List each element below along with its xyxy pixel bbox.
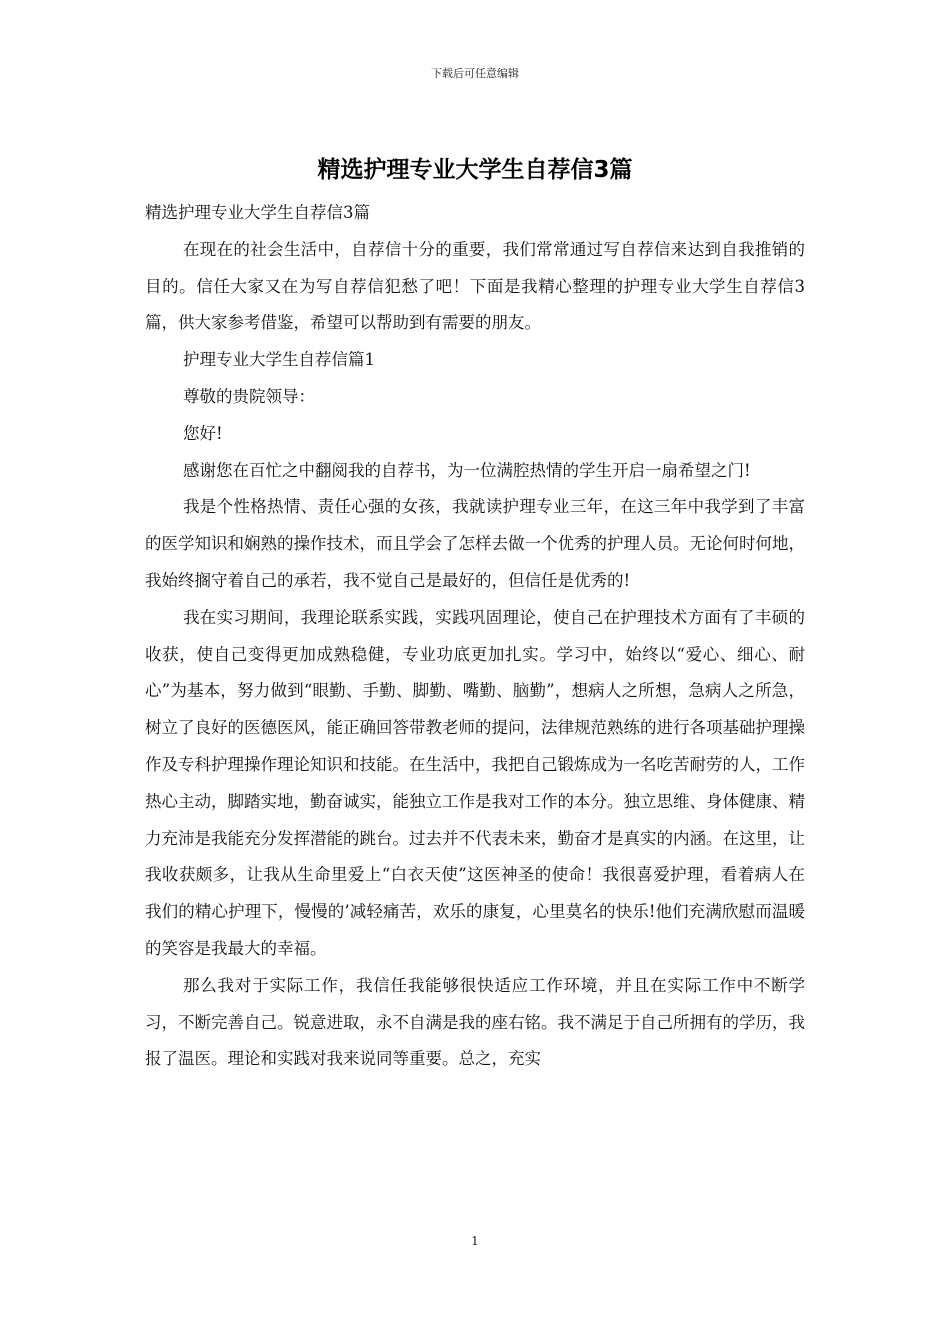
- page-number: 1: [471, 1234, 479, 1248]
- document-body: [145, 195, 805, 1078]
- header-note: 下载后可任意编辑: [431, 67, 519, 80]
- greeting: 您好!: [182, 423, 223, 443]
- document-subtitle: 精选护理专业大学生自荐信3篇: [145, 203, 370, 222]
- body-paragraph: 我在实习期间，我理论联系实践，实践巩固理论，使自己在护理技术方面有了丰硕的收获，使自己变得更加成熟稳健，专业功底更加扎实。学习中，始终以“爱心、细心、耐心”为基本，努力做到“眼勤、手勤、脚勤、嘴勤、脑勤”，想病人之所想，急病人之所急，树立了良好的医德医风，能正确回答带教老师的提问，法律规范熟练的进行各项基础护理操作及专科护理操作理论知识和技能。在生活中，我把自己锻炼成为一名吃苦耐劳的人，工作热心主动，脚踏实地，勤奋诚实，能独立工作是我对工作的本分。独立思维、身体健康、精力充沛是我能充分发挥潜能的跳台。过去并不代表未来，勤奋才是真实的内涵。在这里，让我收获颇多，让我从生命里爱上“白衣天使”这医神圣的使命！我很喜爱护理，看着病人在我们的精心护理下，慢慢的’减轻痛苦，欢乐的康复，心里莫名的快乐!他们充满欣慰而温暖的笑容是我最大的幸福。: [145, 607, 805, 958]
- salutation: 尊敬的贵院领导：: [182, 386, 315, 406]
- body-paragraph: 我是个性格热情、责任心强的女孩，我就读护理专业三年，在这三年中我学到了丰富的医学知识和娴熟的操作技术，而且学会了怎样去做一个优秀的护理人员。无论何时何地，我始终搁守着自己的承若，我不觉自己是最好的，但信任是优秀的!: [145, 497, 805, 590]
- intro-paragraph: 在现在的社会生活中，自荐信十分的重要，我们常常通过写自荐信来达到自我推销的目的。信任大家又在为写自荐信犯愁了吧！下面是我精心整理的护理专业大学生自荐信3篇，供大家参考借鉴，希望可以帮助到有需要的朋友。: [145, 239, 805, 333]
- document-title: 精选护理专业大学生自荐信3篇: [317, 157, 633, 183]
- body-paragraph: 那么我对于实际工作，我信任我能够很快适应工作环境，并且在实际工作中不断学习，不断完善自己。锐意进取，永不自满是我的座右铭。我不满足于自己所拥有的学历，我报了温医。理论和实践对我来说同等重要。总之，充实: [145, 975, 805, 1069]
- body-paragraph: 感谢您在百忙之中翻阅我的自荐书，为一位满腔热情的学生开启一扇希望之门!: [182, 460, 751, 480]
- section-heading: 护理专业大学生自荐信篇1: [182, 350, 375, 370]
